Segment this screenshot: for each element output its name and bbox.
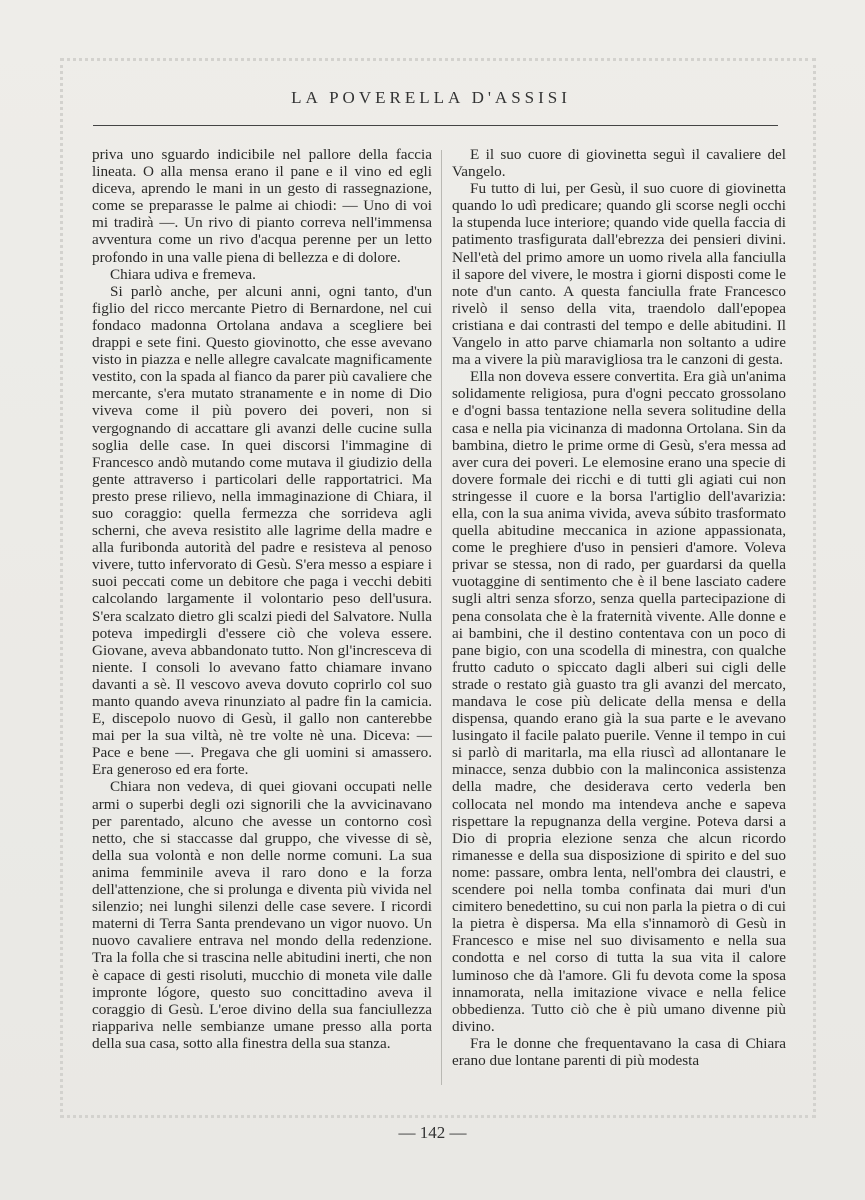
header-rule (93, 125, 778, 126)
paragraph: priva uno sguardo indicibile nel pallore della faccia lineata. O alla mensa erano il pane e il vino ed egli diceva, aprendo le mani in un gesto di rassegnazione, come se preparasse le palme ai chiodi: — Uno di voi mi tradirà —. Un rivo di pianto correva nell'immensa avventura come un rivo d'acqua perenne per un letto profondo in una valle piena di bellezza e di dolore. (92, 146, 432, 266)
paragraph: Si parlò anche, per alcuni anni, ogni tanto, d'un figlio del ricco mercante Pietro di Bernardone, nel cui fondaco madonna Ortolana andava a scegliere bei drappi e sete fini. Questo giovinotto, che esse avevano visto in piazza e nelle allegre cavalcate magnificamente vestito, con la spada al fianco da parer più cavaliere che mercante, s'era mutato stranamente e in nome di Dio viveva come il più povero dei poveri, non si vergognando di accattare gli avanzi delle cucine sulla soglia delle case. In quei discorsi l'immagine di Francesco andò mutando come mutava il giudizio della gente attraverso i particolari delle rapportatrici. Ma presto prese rilievo, nella immaginazione di Chiara, il suo coraggio: quella fermezza che sorrideva agli scherni, che aveva resistito alle lagrime della madre e alla furibonda autorità del padre e resisteva al penoso vivere, tutto infervorato di Gesù. S'era messo a espiare i suoi peccati come un debitore che paga i vecchi debiti calcolando largamente il volontario peso dell'usura. S'era scalzato dietro gli scalzi piedi del Salvatore. Nulla poteva impedirgli d'essere ciò che voleva essere. Giovane, aveva abbandonato tutto. Non gl'incresceva di niente. I consoli lo avevano fatto chiamare invano davanti a sè. Il vescovo aveva dovuto coprirlo col suo manto quando aveva rinunziato al padre fin la camicia. E, discepolo nuovo di Gesù, il gallo non canterebbe mai per la sua viltà, nè tre volte nè una. Diceva: — Pace e bene —. Pregava che gli uomini si amassero. Era generoso ed era forte. (92, 282, 432, 779)
paragraph: Ella non doveva essere convertita. Era già un'anima solidamente religiosa, pura d'ogni peccato grossolano e d'ogni bassa tentazione nella severa solitudine della casa e nella pia vicinanza di madonna Ortolana. Sin da bambina, dietro le prime orme di Gesù, s'era messa ad aver cura dei poveri. Le elemosine erano una specie di dovere formale dei ricchi e di tutti gli agiati cui non stringesse il cuore e la borsa l'artiglio dell'avarizia: ella, con la sua anima vivida, aveva súbito trasformato quella abitudine meccanica in azione appassionata, come le preghiere d'uso in pensieri d'amore. Voleva privar se stessa, non di rado, per guardarsi da quella vuotaggine di sentimento che è il bene lasciato cadere sugli altri senza sforzo, senza quella partecipazione di pena consolata che è la fraternità vivente. Alle donne e ai bambini, che il destino contentava con un poco di pane bigio, con una scodella di minestra, con qualche frutto caduto o spiccato dagli alberi sui cigli delle strade o restato già guasto tra gli avanzi del mercato, mandava le cose più delicate della mensa e della dispensa, quando erano già la sua parte e le avevano lusingato il facile palato puerile. Venne il tempo in cui si parlò di maritarla, ma ella riuscì ad allontanare le minacce, senza dubbio con la malinconica assistenza della madre, che desiderava certo vederla ben collocata nel mondo ma intendeva anche e sapeva rispettare la repugnanza della vergine. Poteva darsi a Dio di propria elezione senza che alcun ricordo rimanesse e della sua disposizione di spirito e del suo nome: passare, ombra lenta, nell'ombra dei claustri, e scendere poi nella tomba confinata dai muri d'un cimitero benedettino, su cui non parla la pietra o di cui la pietra è dispersa. Ma ella s'innamorò di Gesù in Francesco e mise nel suo divisamento e nella sua condotta e nel corso di tutta la sua vita il calore luminoso che dà l'amore. Gli fu devota come la sposa innamorata, nella imitazione vivace e nella felice obbedienza. Tutto ciò che è più umano divenne più divino. (452, 368, 786, 1035)
paragraph: Chiara udiva e fremeva. (110, 265, 256, 283)
paragraph: E il suo cuore di giovinetta seguì il cavaliere del Vangelo. (452, 146, 786, 181)
paragraph: Fra le donne che frequentavano la casa di Chiara erano due lontane parenti di più modesta (452, 1034, 786, 1069)
column-divider (441, 150, 442, 1085)
paragraph: Fu tutto di lui, per Gesù, il suo cuore di giovinetta quando lo udì predicare; quando gli scorse negli occhi la stupenda luce interiore; quando vide quella faccia di patimento trasfigurata dall'ebrezza dei pensieri divini. Nell'età del primo amore un uomo rivela alla fanciulla il sapore del vivere, le mostra i giorni disposti come le note d'un canto. A questa fanciulla frate Francesco rivelò il senso della vita, traendolo dall'epopea cristiana e dai contrasti del tempo e delle abitudini. Il Vangelo in atto parve chiamarla non soltanto a udire ma a vivere la più maravigliosa tra le canzoni di gesta. (452, 180, 786, 369)
left-column (92, 146, 432, 1052)
right-column (452, 146, 786, 1069)
page-number: — 142 — (398, 1123, 467, 1142)
paragraph: Chiara non vedeva, di quei giovani occupati nelle armi o superbi degli ozi signorili che la avvicinavano per parentado, alcuno che avesse un contorno così netto, che si staccasse dal gruppo, che vivesse di sè, della sua volontà e non delle norme comuni. La sua anima femminile aveva il raro dono e la forza dell'attenzione, che si prolunga e diventa più vivida nel silenzio; nei lunghi silenzi delle case severe. I ricordi materni di Terra Santa prendevano un vigor nuovo. Un nuovo cavaliere entrava nel mondo della redenzione. Tra la folla che si trascina nelle abitudini inerti, che non è capace di gesti risoluti, mucchio di moneta vile dalle impronte lógore, questo suo concittadino aveva il coraggio di Gesù. L'eroe divino della sua fanciullezza riappariva nelle sembianze umane presso alla porta della sua casa, sotto alla finestra della sua stanza. (92, 778, 432, 1052)
running-head: LA POVERELLA D'ASSISI (291, 88, 571, 107)
